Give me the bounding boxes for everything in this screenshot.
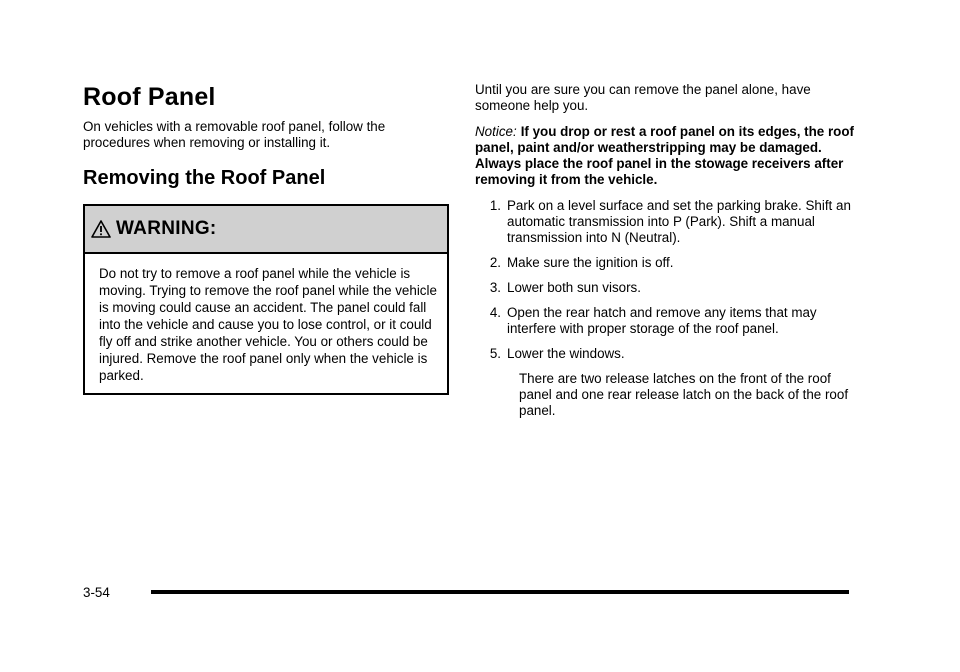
warning-box <box>83 204 449 395</box>
left-column <box>83 82 449 395</box>
warning-triangle-icon <box>91 219 111 239</box>
step-number: 2. <box>489 255 501 270</box>
right-column <box>475 82 855 428</box>
list-item <box>475 255 855 271</box>
list-item <box>475 280 855 296</box>
warning-body: Do not try to remove a roof panel while the vehicle is moving. Trying to remove the roof panel while the vehicle is moving could cause an accident. The panel could fall into the vehicle and cause you to lose control, or it could fly off and strike another vehicle. You or others could be injured. Remove the roof panel only when the vehicle is parked. <box>99 266 437 383</box>
step-note: There are two release latches on the front of the roof panel and one rear release latch on the back of the roof panel. <box>519 371 849 418</box>
step-text: Lower both sun visors. <box>507 280 641 295</box>
step-text: Park on a level surface and set the parking brake. Shift an automatic transmission into P (Park). Shift a manual transmission into N (Neutral). <box>507 198 851 245</box>
step-text: Make sure the ignition is off. <box>507 255 674 270</box>
warning-header <box>85 206 447 254</box>
footer-rule <box>151 590 849 594</box>
step-text: Open the rear hatch and remove any items that may interfere with proper storage of the roof panel. <box>507 305 817 336</box>
section-heading: Removing the Roof Panel <box>83 167 326 189</box>
step-number: 4. <box>489 305 501 320</box>
steps-list <box>475 198 855 419</box>
page-title: Roof Panel <box>83 83 216 111</box>
help-paragraph: Until you are sure you can remove the panel alone, have someone help you. <box>475 82 811 113</box>
notice-label: Notice: <box>475 124 517 139</box>
step-text: Lower the windows. <box>507 346 625 361</box>
step-body <box>507 346 855 419</box>
page-number: 3-54 <box>83 584 110 600</box>
page-footer <box>83 582 849 602</box>
warning-title: WARNING: <box>116 218 217 239</box>
step-number: 5. <box>489 346 501 361</box>
list-item <box>475 305 855 337</box>
step-number: 1. <box>489 198 501 213</box>
list-item <box>475 346 855 419</box>
list-item <box>475 198 855 246</box>
intro-paragraph: On vehicles with a removable roof panel, follow the procedures when removing or installing it. <box>83 119 386 150</box>
notice-paragraph <box>475 124 855 188</box>
step-number: 3. <box>489 280 501 295</box>
notice-text: If you drop or rest a roof panel on its edges, the roof panel, paint and/or weatherstripping may be damaged. Always place the roof panel in the stowage receivers after removing it from the vehicle. <box>475 124 854 187</box>
